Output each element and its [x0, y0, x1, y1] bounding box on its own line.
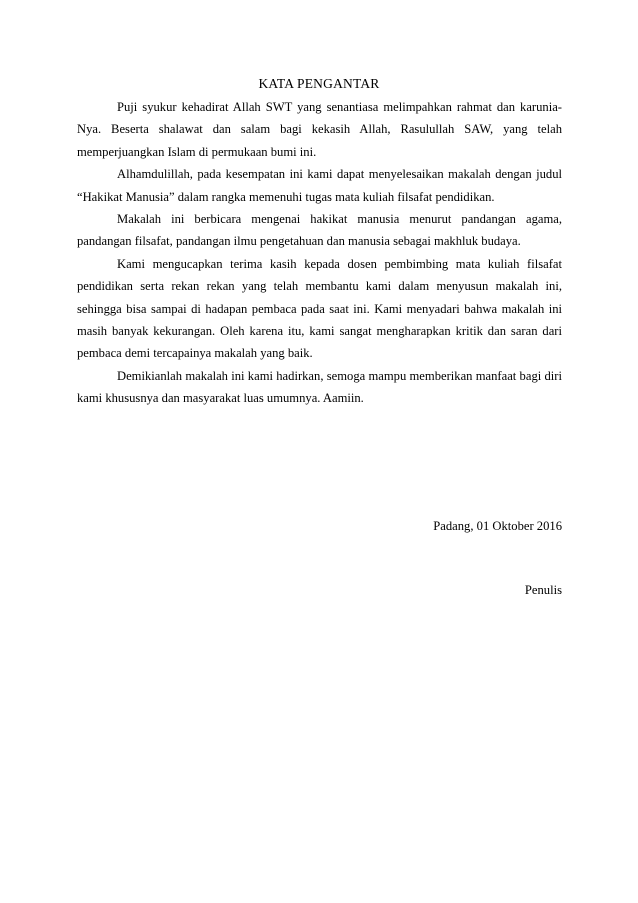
place-date: Padang, 01 Oktober 2016	[433, 519, 562, 533]
paragraph-purpose: Alhamdulillah, pada kesempatan ini kami dapat menyelesaikan makalah dengan judul “Hakikat Manusia” dalam rangka memenuhi tugas mata kuliah filsafat pendidikan.	[77, 167, 562, 204]
paragraph-scope: Makalah ini berbicara mengenai hakikat manusia menurut pandangan agama, pandangan filsafat, pandangan ilmu pengetahuan dan manusia sebagai makhluk budaya.	[77, 212, 562, 249]
body-text	[77, 96, 562, 410]
paragraph-thanks: Kami mengucapkan terima kasih kepada dosen pembimbing mata kuliah filsafat pendidikan serta rekan rekan yang telah membantu kami dalam menyusun makalah ini, sehingga bisa sampai di hadapan pembaca pada saat ini. Kami menyadari bahwa makalah ini masih banyak kekurangan. Oleh karena itu, kami sangat mengharapkan kritik dan saran dari pembaca demi tercapainya makalah yang baik.	[77, 256, 562, 361]
paragraph-closing: Demikianlah makalah ini kami hadirkan, semoga mampu memberikan manfaat bagi diri kami khususnya dan masyarakat luas umumnya. Aamiin.	[77, 368, 562, 406]
author-signature: Penulis	[524, 583, 562, 597]
paragraph-opening: Puji syukur kehadirat Allah SWT yang senantiasa melimpahkan rahmat dan karunia-Nya. Beserta shalawat dan salam bagi kekasih Allah, Rasulullah SAW, yang telah memperjuangkan Islam di permukaan bumi ini.	[77, 100, 562, 159]
page-title: KATA PENGANTAR	[258, 76, 380, 91]
